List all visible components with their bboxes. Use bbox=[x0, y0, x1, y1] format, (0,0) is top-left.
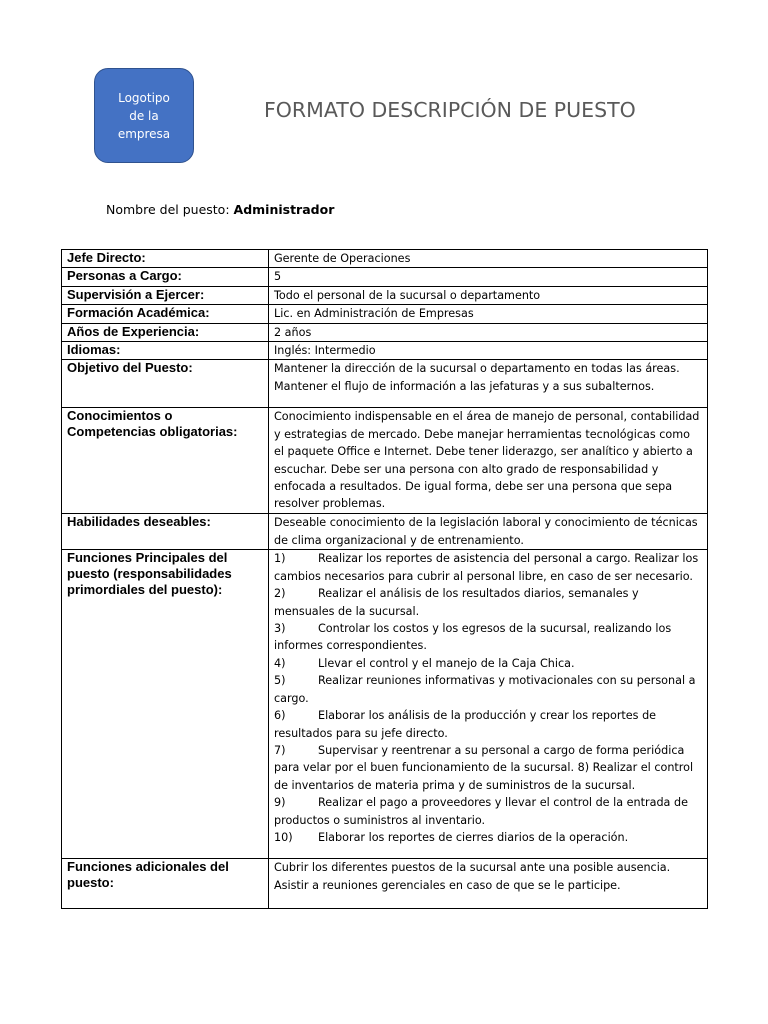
logo-line: de la bbox=[129, 108, 159, 123]
logo-line: Logotipo bbox=[118, 90, 170, 105]
row-label: Habilidades deseables: bbox=[62, 514, 269, 550]
row-label: Funciones Principales del puesto (responsabilidades primordiales del puesto): bbox=[62, 550, 269, 859]
row-value: 5 bbox=[269, 268, 708, 286]
job-description-table bbox=[61, 249, 708, 909]
function-item bbox=[274, 655, 702, 672]
row-label: Personas a Cargo: bbox=[62, 268, 269, 286]
function-number: 7) bbox=[274, 743, 286, 757]
row-label: Jefe Directo: bbox=[62, 250, 269, 268]
function-text: Realizar los reportes de asistencia del personal a cargo. Realizar los cambios necesarios para cubrir al personal libre, en caso de ser necesario. bbox=[274, 552, 699, 583]
table-row bbox=[62, 250, 708, 268]
function-number: 1) bbox=[274, 552, 286, 566]
row-label: Formación Académica: bbox=[62, 305, 269, 323]
function-number: 5) bbox=[274, 674, 286, 688]
table-row bbox=[62, 360, 708, 408]
function-text: Controlar los costos y los egresos de la sucursal, realizando los informes correspondientes. bbox=[274, 622, 672, 653]
row-value: 2 años bbox=[269, 323, 708, 341]
function-text: Realizar el análisis de los resultados diarios, semanales y mensuales de la sucursal. bbox=[274, 587, 639, 618]
logo-line: empresa bbox=[117, 126, 171, 141]
table-row bbox=[62, 305, 708, 323]
table-row bbox=[62, 859, 708, 909]
row-label: Funciones adicionales del puesto: bbox=[62, 859, 269, 909]
table-row bbox=[62, 514, 708, 550]
function-number: 6) bbox=[274, 709, 286, 723]
row-value: Lic. en Administración de Empresas bbox=[269, 305, 708, 323]
function-text: Elaborar los análisis de la producción y crear los reportes de resultados para su jefe directo. bbox=[274, 709, 657, 740]
row-label: Conocimientos o Competencias obligatorias: bbox=[62, 408, 269, 514]
table-row bbox=[62, 550, 708, 859]
function-number: 2) bbox=[274, 587, 286, 601]
table-row bbox=[62, 342, 708, 360]
row-label: Supervisión a Ejercer: bbox=[62, 286, 269, 304]
row-value: Inglés: Intermedio bbox=[269, 342, 708, 360]
table-row bbox=[62, 408, 708, 514]
job-name-label: Nombre del puesto: bbox=[106, 202, 230, 217]
job-name-value: Administrador bbox=[233, 202, 335, 217]
function-number: 4) bbox=[274, 656, 286, 670]
table-row bbox=[62, 268, 708, 286]
row-value: Todo el personal de la sucursal o departamento bbox=[269, 286, 708, 304]
row-value: Mantener la dirección de la sucursal o departamento en todas las áreas. Mantener el flujo de información a las jefaturas y a sus subalternos. bbox=[269, 360, 708, 408]
function-item bbox=[274, 620, 702, 655]
function-item bbox=[274, 742, 702, 794]
company-logo-placeholder bbox=[94, 68, 194, 163]
document-title: FORMATO DESCRIPCIÓN DE PUESTO bbox=[264, 98, 636, 122]
row-value: Deseable conocimiento de la legislación laboral y conocimiento de técnicas de clima organizacional y de entrenamiento. bbox=[269, 514, 708, 550]
table-row bbox=[62, 323, 708, 341]
row-value: Cubrir los diferentes puestos de la sucursal ante una posible ausencia. Asistir a reuniones gerenciales en caso de que se le participe. bbox=[269, 859, 708, 909]
function-item bbox=[274, 707, 702, 742]
row-label: Años de Experiencia: bbox=[62, 323, 269, 341]
function-number: 9) bbox=[274, 796, 286, 810]
row-label: Idiomas: bbox=[62, 342, 269, 360]
functions-list bbox=[269, 550, 708, 859]
function-text: Elaborar los reportes de cierres diarios de la operación. bbox=[318, 830, 629, 844]
function-text: Supervisar y reentrenar a su personal a cargo de forma periódica para velar por el buen funcionamiento de la sucursal. 8) Realizar el control de inventarios de materia prima y de suministros de la sucursal. bbox=[274, 743, 694, 792]
function-number: 3) bbox=[274, 622, 286, 636]
row-value: Gerente de Operaciones bbox=[269, 250, 708, 268]
function-text: Realizar reuniones informativas y motivacionales con su personal a cargo. bbox=[274, 674, 696, 705]
function-item bbox=[274, 829, 702, 846]
job-name-line bbox=[106, 202, 334, 217]
function-text: Realizar el pago a proveedores y llevar el control de la entrada de productos o suministros al inventario. bbox=[274, 796, 688, 827]
function-item bbox=[274, 585, 702, 620]
row-label: Objetivo del Puesto: bbox=[62, 360, 269, 408]
function-number: 10) bbox=[274, 830, 293, 844]
function-text: Llevar el control y el manejo de la Caja Chica. bbox=[318, 656, 575, 670]
function-item bbox=[274, 550, 702, 585]
function-item bbox=[274, 672, 702, 707]
row-value: Conocimiento indispensable en el área de manejo de personal, contabilidad y estrategias de mercado. Debe manejar herramientas tecnológicas como el paquete Office e Internet. Debe tener liderazgo, ser analítico y abierto a escuchar. Debe ser una persona con alto grado de responsabilidad y enfocada a resultados. De igual forma, debe ser una persona que sepa resolver problemas. bbox=[269, 408, 708, 514]
table-row bbox=[62, 286, 708, 304]
function-item bbox=[274, 794, 702, 829]
